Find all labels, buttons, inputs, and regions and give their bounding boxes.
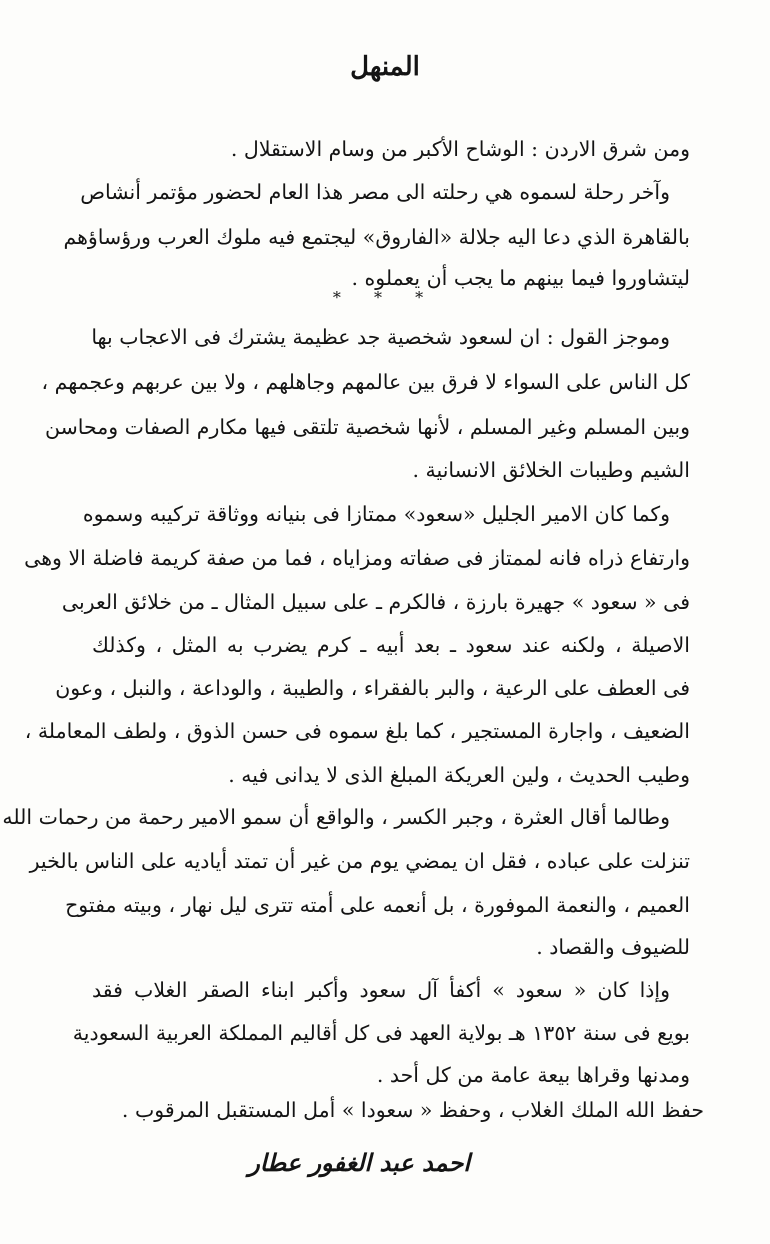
paragraph-3-line-6: الضعيف ، واجارة المستجير ، كما بلغ سموه فى حسن الذوق ، ولطف المعاملة ،	[24, 719, 690, 743]
paragraph-3-line-4: الاصيلة ، ولكنه عند سعود ـ بعد أبيه ـ كرم يضرب به المثل ، وكذلك	[92, 633, 690, 657]
paragraph-3-line-5: فى العطف على الرعية ، والبر بالفقراء ، والطيبة ، والوداعة ، والنبل ، وعون	[55, 676, 690, 700]
paragraph-4-line-4: للضيوف والقصاد .	[536, 935, 690, 959]
paragraph-2-line-2: كل الناس على السواء لا فرق بين عالمهم وجاهلهم ، ولا بين عربهم وعجمهم ،	[41, 370, 690, 394]
paragraph-1-line-3: بالقاهرة الذي دعا اليه جلالة «الفاروق» ليجتمع فيه ملوك العرب ورؤساؤهم	[63, 225, 690, 249]
paragraph-3-line-2: وارتفاع ذراه فانه لممتاز فى صفاته ومزاياه ، فما من صفة كريمة فاضلة الا وهى	[24, 546, 690, 570]
paragraph-1-line-2: وآخر رحلة لسموه هي رحلته الى مصر هذا العام لحضور مؤتمر أنشاص	[80, 180, 670, 204]
author-signature: احمد عبد الغفور عطار	[248, 1148, 470, 1177]
paragraph-3-line-7: وطيب الحديث ، ولين العريكة المبلغ الذى لا يدانى فيه .	[228, 763, 690, 787]
section-separator: * * *	[332, 288, 438, 307]
paragraph-2-line-3: وبين المسلم وغير المسلم ، لأنها شخصية تلتقى فيها مكارم الصفات ومحاسن	[44, 415, 690, 439]
paragraph-1-line-1: ومن شرق الاردن : الوشاح الأكبر من وسام الاستقلال .	[230, 137, 690, 161]
paragraph-2-line-4: الشيم وطيبات الخلائق الانسانية .	[412, 458, 690, 482]
paragraph-4-line-1: وطالما أقال العثرة ، وجبر الكسر ، والواقع أن سمو الامير رحمة من رحمات الله	[2, 805, 670, 829]
paragraph-5-line-1: وإذا كان « سعود » أكفأ آل سعود وأكبر ابناء الصقر الغلاب فقد	[92, 978, 670, 1002]
paragraph-1-line-4: ليتشاوروا فيما بينهم ما يجب أن يعملوه .	[351, 266, 690, 290]
paragraph-3-line-3: فى « سعود » جهيرة بارزة ، فالكرم ـ على سبيل المثال ـ من خلائق العربى	[61, 590, 690, 614]
paragraph-2-line-1: وموجز القول : ان لسعود شخصية جد عظيمة يشترك فى الاعجاب بها	[91, 325, 670, 349]
paragraph-4-line-2: تنزلت على عباده ، فقل ان يمضي يوم من غير أن تمتد أياديه على الناس بالخير	[29, 849, 690, 873]
paragraph-5-line-3: ومدنها وقراها بيعة عامة من كل أحد .	[376, 1063, 690, 1087]
page-header-title: المنهل	[350, 52, 420, 82]
closing-prayer: حفظ الله الملك الغلاب ، وحفظ « سعودا » أمل المستقبل المرقوب .	[121, 1098, 704, 1122]
paragraph-3-line-1: وكما كان الامير الجليل «سعود» ممتازا فى بنيانه ووثاقة تركيبه وسموه	[82, 502, 670, 526]
paragraph-5-line-2: بويع فى سنة ١٣٥٢ هـ بولاية العهد فى كل أقاليم المملكة العربية السعودية	[72, 1021, 690, 1045]
paragraph-4-line-3: العميم ، والنعمة الموفورة ، بل أنعمه على أمته تترى ليل نهار ، وبيته مفتوح	[65, 893, 690, 917]
